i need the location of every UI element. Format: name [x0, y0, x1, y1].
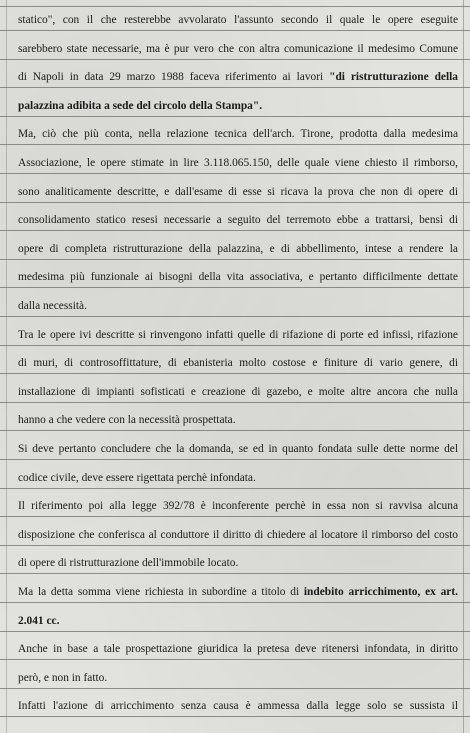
text-line: Tra le opere ivi descritte si rinvengono infatti quelle di rifazione di porte ed infissi, rifazione: [18, 328, 458, 341]
text-line: hanno a che vedere con la necessità prospettata.: [18, 414, 236, 427]
text-segment: Ma la detta somma viene richiesta in subordine a titolo di: [18, 586, 304, 598]
ruled-line: [0, 430, 470, 431]
ruled-line: [0, 345, 470, 346]
text-line: Anche in base a tale prospettazione giuridica la pretesa deve ritenersi infondata, in diritto: [18, 643, 458, 656]
text-segment: di Napoli in data 29 marzo 1988 faceva riferimento ai lavori: [18, 71, 330, 84]
ruled-line: [0, 373, 470, 374]
ruled-line: [0, 602, 470, 603]
text-line: statico", con il che resterebbe avvolarato l'assunto secondo il quale le opere eseguite: [18, 14, 458, 26]
ruled-line: [0, 402, 470, 403]
text-line: [18, 583, 458, 601]
ruled-line: [0, 173, 470, 174]
text-line: [18, 97, 458, 115]
text-line: [18, 68, 458, 86]
ruled-line: [0, 144, 470, 145]
ruled-line: [0, 230, 470, 231]
ruled-line: [0, 87, 470, 88]
ruled-line: [0, 116, 470, 117]
text-line: di muri, di controsoffittature, di ebanisteria molto costose e finiture di vario genere, di: [18, 357, 458, 370]
text-line: opere di completa ristrutturazione della palazzina, e di abbellimento, intese a rendere la: [18, 242, 458, 255]
right-margin-line: [463, 0, 464, 733]
text-line: sono analiticamente descritte, e dall'esame di esse si ricava la prova che non di opere di: [18, 185, 458, 198]
ruled-line: [0, 631, 470, 632]
ruled-line: [0, 488, 470, 489]
bold-text-segment: indebito arricchimento, ex art.: [303, 586, 458, 598]
text-line: però, e non in fatto.: [18, 671, 108, 684]
text-line: Ma, ciò che più conta, nella relazione tecnica dell'arch. Tirone, prodotta dalla medesima: [18, 128, 458, 141]
ruled-line: [0, 688, 470, 689]
ruled-line: [0, 516, 470, 517]
text-line: [18, 612, 458, 630]
ruled-line: [0, 30, 470, 31]
text-line: consolidamento statico resesi necessarie a seguito del terremoto ebbe a trattarsi, bensì di: [18, 214, 458, 227]
bold-text-segment: 2.041 cc.: [18, 614, 60, 627]
bold-text-segment: "di ristrutturazione della: [329, 71, 458, 84]
ruled-line: [0, 545, 470, 546]
ruled-line: [0, 287, 470, 288]
text-line: Infatti l'azione di arricchimento senza causa è ammessa dalla legge solo se sussista il: [18, 700, 458, 713]
text-line: medesima più funzionale ai bisogni della vita associativa, e pertanto difficilmente dettate: [18, 271, 458, 284]
ruled-line: [0, 459, 470, 460]
bold-text-segment: palazzina adibita a sede del circolo della Stampa".: [18, 99, 263, 112]
text-line: codice civile, deve essere rigettata perchè infondata.: [18, 471, 256, 484]
ruled-line: [0, 316, 470, 317]
ruled-line: [0, 259, 470, 260]
text-line: dalla necessità.: [18, 300, 87, 312]
ruled-line: [0, 573, 470, 574]
ruled-line: [0, 659, 470, 660]
ruled-line: [0, 202, 470, 203]
text-line: Si deve pertanto concludere che la domanda, se ed in quanto fondata sulle dette norme del: [18, 443, 458, 455]
ruled-line: [0, 6, 470, 7]
text-line: disposizione che conferisca al conduttore il diritto di chiedere al locatore il rimborso del costo: [18, 528, 458, 541]
ruled-line: [0, 716, 470, 717]
left-margin-line: [6, 0, 7, 733]
text-line: sarebbero state necessarie, ma è pur vero che con altra comunicazione il medesimo Comune: [18, 42, 458, 55]
text-line: di opere di ristrutturazione dell'immobile locato.: [18, 557, 239, 570]
text-line: Associazione, le opere stimate in lire 3.118.065.150, delle quale viene chiesto il rimborso,: [18, 157, 458, 169]
text-line: installazione di impianti sofisticati e creazione di gazebo, e molte altre ancora che nulla: [18, 385, 458, 398]
ruled-line: [0, 59, 470, 60]
text-line: Il riferimento poi alla legge 392/78 è inconferente perchè in essa non si ravvisa alcuna: [18, 500, 458, 513]
